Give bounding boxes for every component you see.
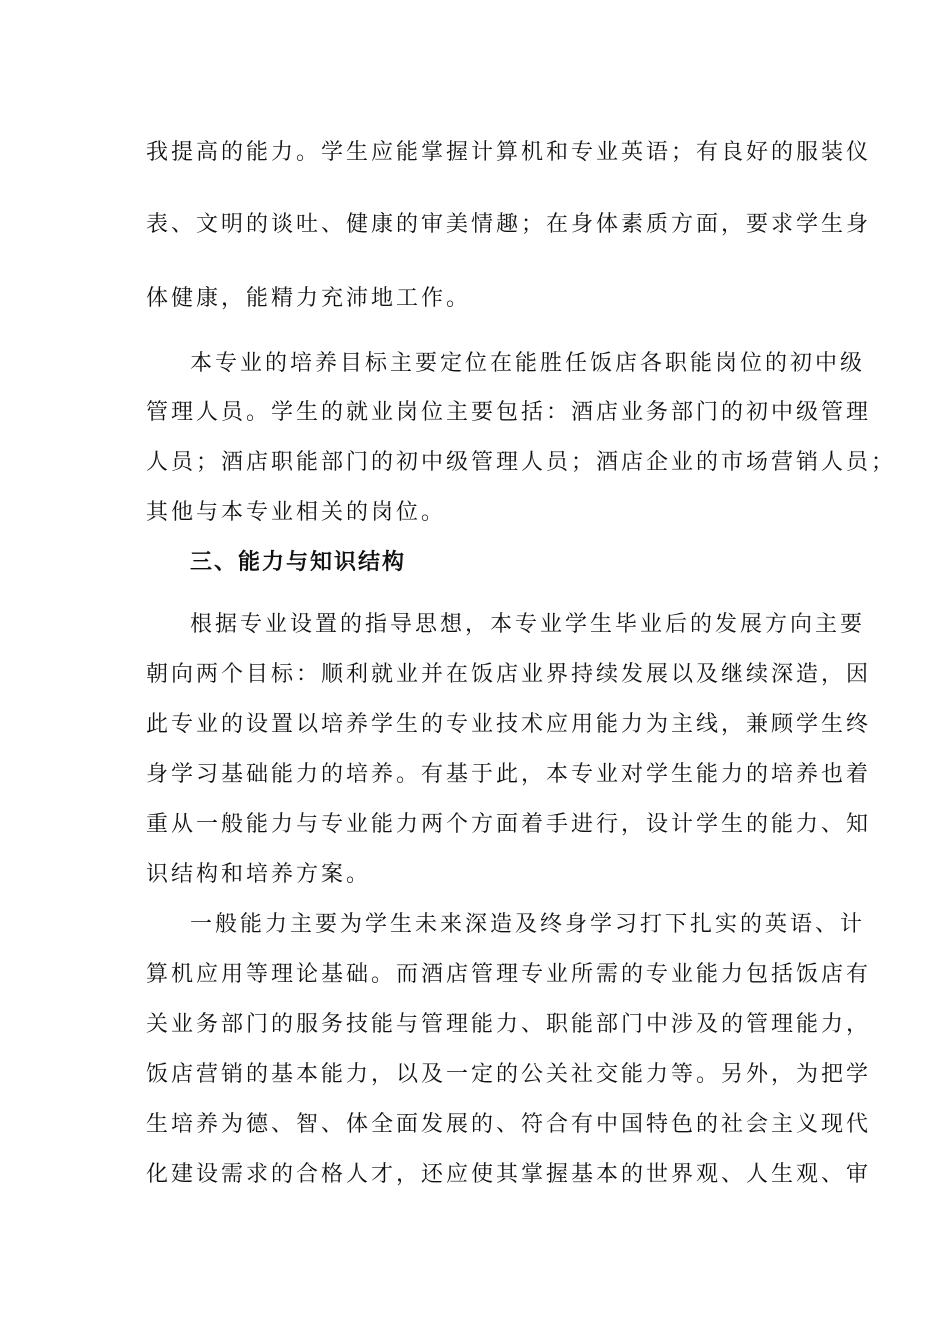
paragraph-line: 体健康，能精力充沛地工作。 bbox=[146, 286, 472, 311]
paragraph-line: 管理人员。学生的就业岗位主要包括：酒店业务部门的初中级管理 bbox=[146, 400, 872, 425]
paragraph-line: 化建设需求的合格人才，还应使其掌握基本的世界观、人生观、审 bbox=[146, 1162, 872, 1187]
paragraph-line: 识结构和培养方案。 bbox=[146, 862, 372, 887]
paragraph-line: 本专业的培养目标主要定位在能胜任饭店各职能岗位的初中级 bbox=[190, 351, 866, 376]
paragraph-line: 算机应用等理论基础。而酒店管理专业所需的专业能力包括饭店有 bbox=[146, 962, 872, 987]
paragraph-line: 生培养为德、智、体全面发展的、符合有中国特色的社会主义现代 bbox=[146, 1112, 872, 1137]
paragraph-line: 重从一般能力与专业能力两个方面着手进行，设计学生的能力、知 bbox=[146, 812, 872, 837]
paragraph-line: 人员；酒店职能部门的初中级管理人员；酒店企业的市场营销人员； bbox=[146, 450, 897, 475]
paragraph-line: 关业务部门的服务技能与管理能力、职能部门中涉及的管理能力， bbox=[146, 1012, 872, 1037]
paragraph-line: 一般能力主要为学生未来深造及终身学习打下扎实的英语、计 bbox=[190, 912, 866, 937]
paragraph-line: 表、文明的谈吐、健康的审美情趣；在身体素质方面，要求学生身 bbox=[146, 212, 872, 237]
paragraph-line: 我提高的能力。学生应能掌握计算机和专业英语；有良好的服装仪 bbox=[146, 140, 872, 165]
section-heading: 三、能力与知识结构 bbox=[190, 550, 407, 575]
paragraph-line: 此专业的设置以培养学生的专业技术应用能力为主线，兼顾学生终 bbox=[146, 712, 872, 737]
paragraph-line: 其他与本专业相关的岗位。 bbox=[146, 500, 447, 525]
paragraph-line: 饭店营销的基本能力，以及一定的公关社交能力等。另外，为把学 bbox=[146, 1062, 872, 1087]
paragraph-line: 身学习基础能力的培养。有基于此，本专业对学生能力的培养也着 bbox=[146, 762, 872, 787]
paragraph-line: 朝向两个目标：顺利就业并在饭店业界持续发展以及继续深造，因 bbox=[146, 662, 872, 687]
paragraph-line: 根据专业设置的指导思想，本专业学生毕业后的发展方向主要 bbox=[190, 612, 866, 637]
